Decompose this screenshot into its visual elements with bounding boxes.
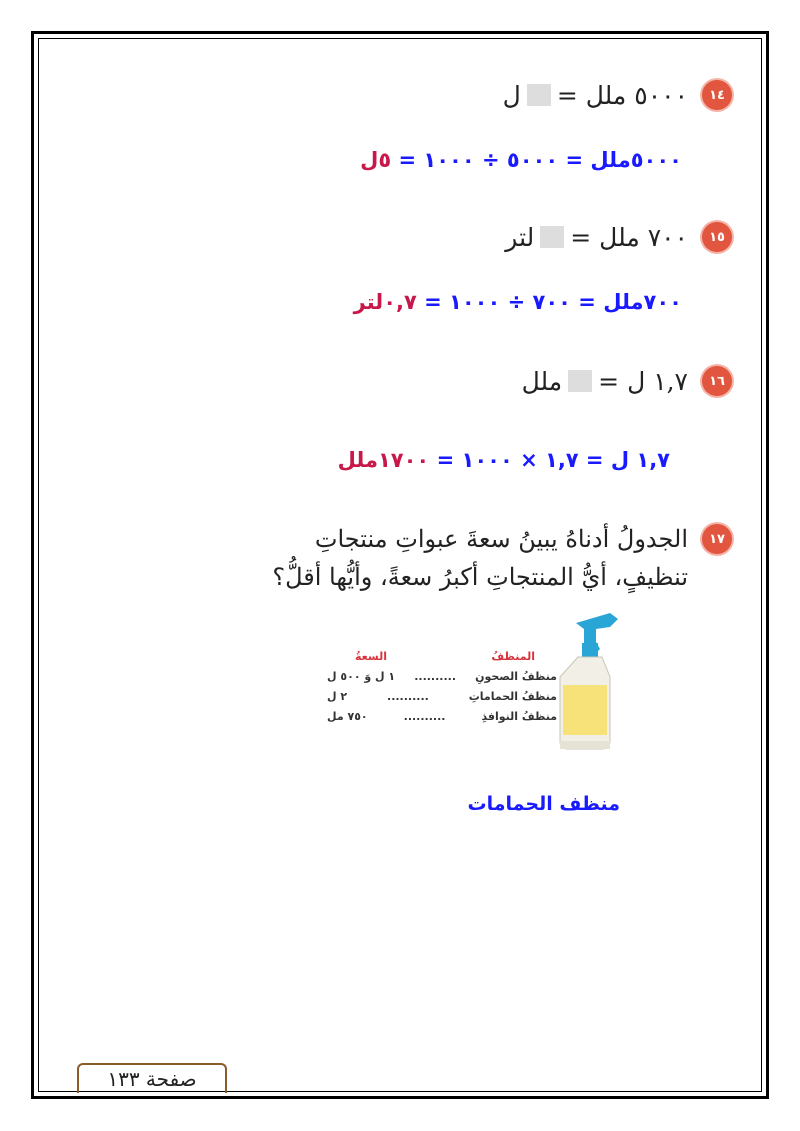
page-number-label: صفحة ١٣٣ bbox=[107, 1067, 197, 1091]
answer-14 bbox=[360, 148, 682, 172]
spray-bottle-icon bbox=[548, 605, 628, 755]
question-number-badge: ١٥ bbox=[702, 222, 732, 252]
answer-15 bbox=[354, 290, 682, 314]
row-capacity: ٧٥٠ مل bbox=[327, 710, 368, 723]
answer-16 bbox=[338, 448, 670, 472]
answer-blank bbox=[540, 226, 564, 248]
question-unit: ملل bbox=[521, 366, 563, 396]
row-dots: .......... bbox=[403, 710, 446, 723]
question-17 bbox=[272, 520, 732, 596]
question-unit: ل bbox=[502, 80, 521, 110]
answer-blank bbox=[568, 370, 592, 392]
question-number-badge: ١٦ bbox=[702, 366, 732, 396]
question-text bbox=[522, 367, 688, 396]
answer-calculation: ٧٠٠ملل = ٧٠٠ ÷ ١٠٠٠ = bbox=[424, 290, 682, 314]
question-line-1: الجدولُ أدناهُ يبينُ سعةَ عبواتِ منتجاتِ bbox=[314, 525, 688, 553]
question-15 bbox=[505, 222, 732, 252]
header-capacity: السعةُ bbox=[355, 650, 387, 663]
row-capacity: ٢ ل bbox=[327, 690, 348, 703]
answer-result: ٥ل bbox=[360, 148, 392, 172]
table-header bbox=[327, 650, 557, 663]
row-dots: .......... bbox=[414, 670, 457, 683]
question-left-side: ٧٠٠ ملل = bbox=[570, 222, 688, 252]
question-16 bbox=[522, 366, 732, 396]
question-text bbox=[503, 81, 688, 110]
table-row bbox=[327, 707, 557, 727]
row-product: منظفُ الحماماتِ bbox=[468, 690, 557, 703]
answer-calculation: ١,٧ ل = ١,٧ × ١٠٠٠ = bbox=[436, 448, 670, 472]
table-row bbox=[327, 687, 557, 707]
question-number-badge: ١٧ bbox=[702, 524, 732, 554]
row-dots: .......... bbox=[387, 690, 429, 703]
answer-calculation: ٥٠٠٠ملل = ٥٠٠٠ ÷ ١٠٠٠ = bbox=[398, 148, 682, 172]
table-row bbox=[327, 667, 557, 687]
row-capacity: ١ ل وَ ٥٠٠ ل bbox=[327, 670, 396, 683]
question-left-side: ٥٠٠٠ ملل = bbox=[556, 80, 688, 110]
question-unit: لتر bbox=[505, 222, 535, 252]
answer-blank bbox=[527, 84, 551, 106]
question-line-2: تنظيفٍ، أيُّ المنتجاتِ أكبرُ سعةً، وأيُّها أقلُّ؟ bbox=[272, 563, 688, 591]
question-number-badge: ١٤ bbox=[702, 80, 732, 110]
row-product: منظفُ النوافذِ bbox=[481, 710, 557, 723]
question-paragraph bbox=[272, 520, 688, 596]
answer-result: ١٧٠٠ملل bbox=[337, 448, 430, 472]
page-number-box bbox=[77, 1063, 227, 1093]
answer-result: ٠,٧لتر bbox=[353, 290, 417, 314]
question-left-side: ١,٧ ل = bbox=[598, 366, 688, 396]
answer-17: منظف الحمامات bbox=[467, 793, 620, 815]
question-text bbox=[505, 223, 688, 252]
capacity-table bbox=[327, 650, 557, 727]
question-14 bbox=[503, 80, 732, 110]
header-product: المنظفُ bbox=[491, 650, 535, 663]
row-product: منظفُ الصحونِ bbox=[475, 670, 557, 683]
